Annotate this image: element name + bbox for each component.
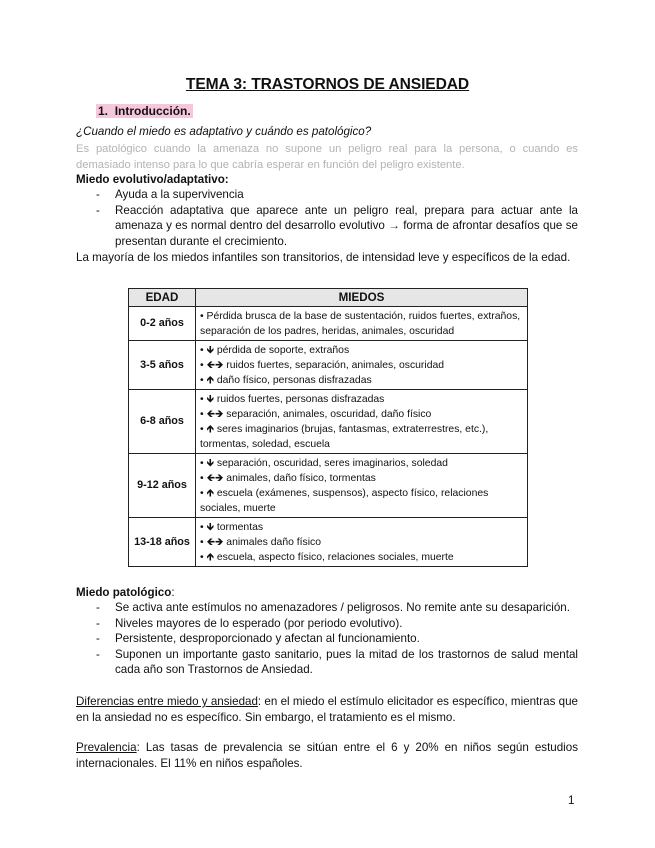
column-header-age: EDAD xyxy=(129,289,196,307)
prevalence-paragraph xyxy=(76,740,578,771)
list-item: - Suponen un importante gasto sanitario, pues la mitad de los trastornos de salud mental cada año son Trastornos de Ansiedad. xyxy=(96,647,578,678)
table-header-row xyxy=(129,289,528,307)
fear-line: • 🡻 separación, oscuridad, seres imaginarios, soledad xyxy=(200,457,448,469)
fear-line: • 🡹 seres imaginarios (brujas, fantasmas, extraterrestres, etc.), tormentas, soledad, escuela xyxy=(200,423,489,450)
differences-label: Diferencias entre miedo y ansiedad xyxy=(76,695,258,708)
fear-line: • 🡸🡺 ruidos fuertes, separación, animales, oscuridad xyxy=(200,359,445,371)
page-number: 1 xyxy=(568,794,575,807)
prevalence-label: Prevalencia xyxy=(76,741,137,754)
fear-line: • 🡸🡺 animales daño físico xyxy=(200,536,322,548)
adaptive-fear-list xyxy=(96,187,578,249)
fears-cell xyxy=(196,390,528,454)
section-number: 1. xyxy=(98,104,109,118)
list-item: - Ayuda a la supervivencia xyxy=(96,187,578,203)
age-cell: 3-5 años xyxy=(129,341,196,390)
fear-line: • 🡸🡺 separación, animales, oscuridad, daño físico xyxy=(200,408,432,420)
fear-line: • Pérdida brusca de la base de sustentación, ruidos fuertes, extraños, separación de los padres, heridas, animales, oscuridad xyxy=(200,310,521,337)
section-label: Introducción. xyxy=(114,104,191,118)
fears-cell xyxy=(196,341,528,390)
list-item: - Niveles mayores de lo esperado (por periodo evolutivo). xyxy=(96,616,578,632)
pathological-fear-list xyxy=(96,600,578,678)
gray-paragraph: Es patológico cuando la amenaza no supone un peligro real para la persona, o cuando es demasiado intenso para lo que cabría esperar en función del peligro existente. xyxy=(76,143,578,171)
fear-line: • 🡻 pérdida de soporte, extraños xyxy=(200,344,350,356)
fears-by-age-table xyxy=(128,288,528,567)
fear-line: • 🡹 escuela, aspecto físico, relaciones sociales, muerte xyxy=(200,551,454,563)
age-cell: 0-2 años xyxy=(129,307,196,341)
differences-text: : en el miedo el estímulo elicitador es específico, mientras que en la ansiedad no es específico. Sin embargo, el tratamiento es el mismo. xyxy=(76,695,578,724)
fear-line: • 🡹 escuela (exámenes, suspensos), aspecto físico, relaciones sociales, muerte xyxy=(200,487,489,514)
fears-cell xyxy=(196,518,528,567)
age-cell: 13-18 años xyxy=(129,518,196,567)
column-header-fears: MIEDOS xyxy=(196,289,528,307)
table-row xyxy=(129,454,528,518)
pathological-heading-suffix: : xyxy=(171,586,175,599)
fear-line: • 🡻 tormentas xyxy=(200,521,264,533)
fear-line: • 🡹 daño físico, personas disfrazadas xyxy=(200,374,372,386)
section-heading xyxy=(96,104,193,118)
pathological-heading-text: Miedo patológico xyxy=(76,586,172,599)
fear-line: • 🡻 ruidos fuertes, personas disfrazadas xyxy=(200,393,385,405)
table-row xyxy=(129,390,528,454)
table-row xyxy=(129,307,528,341)
majority-paragraph: La mayoría de los miedos infantiles son transitorios, de intensidad leve y específicos de la edad. xyxy=(76,251,571,264)
list-item: - Reacción adaptativa que aparece ante un peligro real, prepara para actuar ante la amenaza y es normal dentro del desarrollo evolutivo → forma de afrontar desafíos que se presentan durante el crecimiento. xyxy=(96,203,578,250)
differences-paragraph xyxy=(76,694,578,725)
adaptive-fear-heading: Miedo evolutivo/adaptativo: xyxy=(76,173,229,186)
age-cell: 9-12 años xyxy=(129,454,196,518)
list-item: - Persistente, desproporcionado y afectan al funcionamiento. xyxy=(96,631,578,647)
age-cell: 6-8 años xyxy=(129,390,196,454)
prevalence-text: : Las tasas de prevalencia se sitúan entre el 6 y 20% en niños según estudios internacionales. El 11% en niños españoles. xyxy=(76,741,578,770)
fears-cell xyxy=(196,454,528,518)
table-row xyxy=(129,518,528,567)
list-item: - Se activa ante estímulos no amenazadores / peligrosos. No remite ante su desaparición. xyxy=(96,600,578,616)
table-row xyxy=(129,341,528,390)
fear-line: • 🡸🡺 animales, daño físico, tormentas xyxy=(200,472,376,484)
guiding-question: ¿Cuando el miedo es adaptativo y cuándo es patológico? xyxy=(76,125,372,138)
pathological-fear-heading xyxy=(76,585,578,601)
document-title: TEMA 3: TRASTORNOS DE ANSIEDAD xyxy=(185,76,470,93)
fears-cell xyxy=(196,307,528,341)
section-heading-highlight xyxy=(96,104,193,118)
